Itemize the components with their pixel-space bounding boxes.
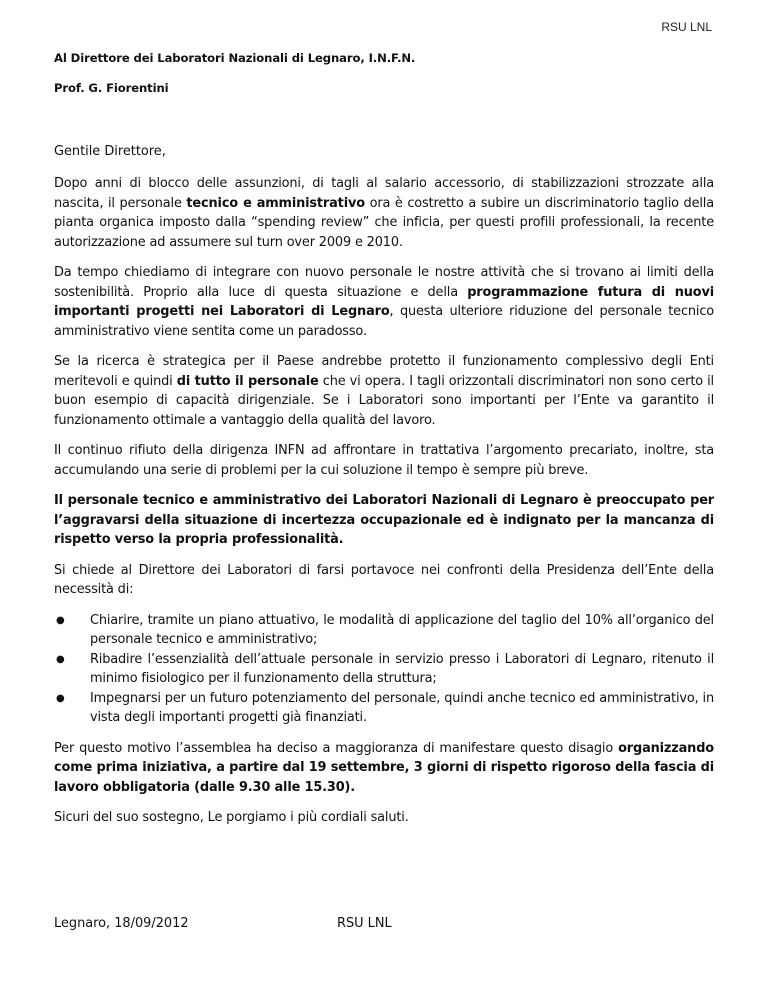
list-item: ● Chiarire, tramite un piano attuativo, le modalità di applicazione del taglio del 10% all’organico del personale tecnico e amministrativo; — [56, 612, 714, 647]
paragraph-3: Se la ricerca è strategica per il Paese andrebbe protetto il funzionamento complessivo degli Enti meritevoli e quindi di tutto il personale che vi opera. I tagli orizzontali discriminatori non sono certo il buon esempio di capacità dirigenziale. Se i Laboratori sono importanti per l’Ente va garantito il funzionamento ottimale a vantaggio della qualità del lavoro. — [54, 354, 714, 428]
addressee-line-2: Prof. G. Fiorentini — [54, 81, 169, 95]
greeting: Gentile Direttore, — [54, 144, 166, 159]
page-header-org: RSU LNL — [661, 20, 712, 34]
signature: RSU LNL — [337, 916, 392, 931]
addressee-line-1: Al Direttore dei Laboratori Nazionali di Legnaro, I.N.F.N. — [54, 51, 416, 65]
letter-body — [54, 174, 714, 839]
list-item: ● Impegnarsi per un futuro potenziamento del personale, quindi anche tecnico ed amministrativo, in vista degli importanti progetti già finanziati. — [56, 690, 714, 725]
request-list — [54, 611, 714, 728]
paragraph-1: Dopo anni di blocco delle assunzioni, di tagli al salario accessorio, di stabilizzazioni strozzate alla nascita, il personale tecnico e amministrativo ora è costretto a subire un discriminatorio taglio della pianta organica imposto dalla “spending review” che inficia, per questi profili professionali, la recente autorizzazione ad assumere sul turn over 2009 e 2010. — [54, 176, 714, 250]
bullet-icon: ● — [56, 653, 65, 665]
bullet-icon: ● — [56, 692, 65, 704]
paragraph-6: Si chiede al Direttore dei Laboratori di farsi portavoce nei confronti della Presidenza dell’Ente della necessità di: — [54, 562, 714, 597]
paragraph-5: Il personale tecnico e amministrativo dei Laboratori Nazionali di Legnaro è preoccupato per l’aggravarsi della situazione di incertezza occupazionale ed è indignato per la mancanza di rispetto verso la propria professionalità. — [54, 493, 714, 547]
place-date: Legnaro, 18/09/2012 — [54, 916, 189, 931]
paragraph-2: Da tempo chiediamo di integrare con nuovo personale le nostre attività che si trovano ai limiti della sostenibilità. Proprio alla luce di questa situazione e della programmazione futura di nuovi importanti progetti nei Laboratori di Legnaro, questa ulteriore riduzione del personale tecnico amministrativo viene sentita come un paradosso. — [54, 265, 715, 339]
paragraph-7: Per questo motivo l’assemblea ha deciso a maggioranza di manifestare questo disagio organizzando come prima iniziativa, a partire dal 19 settembre, 3 giorni di rispetto rigoroso della fascia di lavoro obbligatoria (dalle 9.30 alle 15.30). — [54, 740, 714, 795]
list-item: ● Ribadire l’essenzialità dell’attuale personale in servizio presso i Laboratori di Legnaro, ritenuto il minimo fisiologico per il funzionamento della struttura; — [56, 651, 714, 686]
paragraph-8: Sicuri del suo sostegno, Le porgiamo i più cordiali saluti. — [54, 810, 409, 825]
paragraph-4: Il continuo rifiuto della dirigenza INFN ad affrontare in trattativa l’argomento precariato, inoltre, sta accumulando una serie di problemi per la cui soluzione il tempo è sempre più breve. — [54, 443, 714, 478]
bullet-icon: ● — [56, 614, 65, 626]
